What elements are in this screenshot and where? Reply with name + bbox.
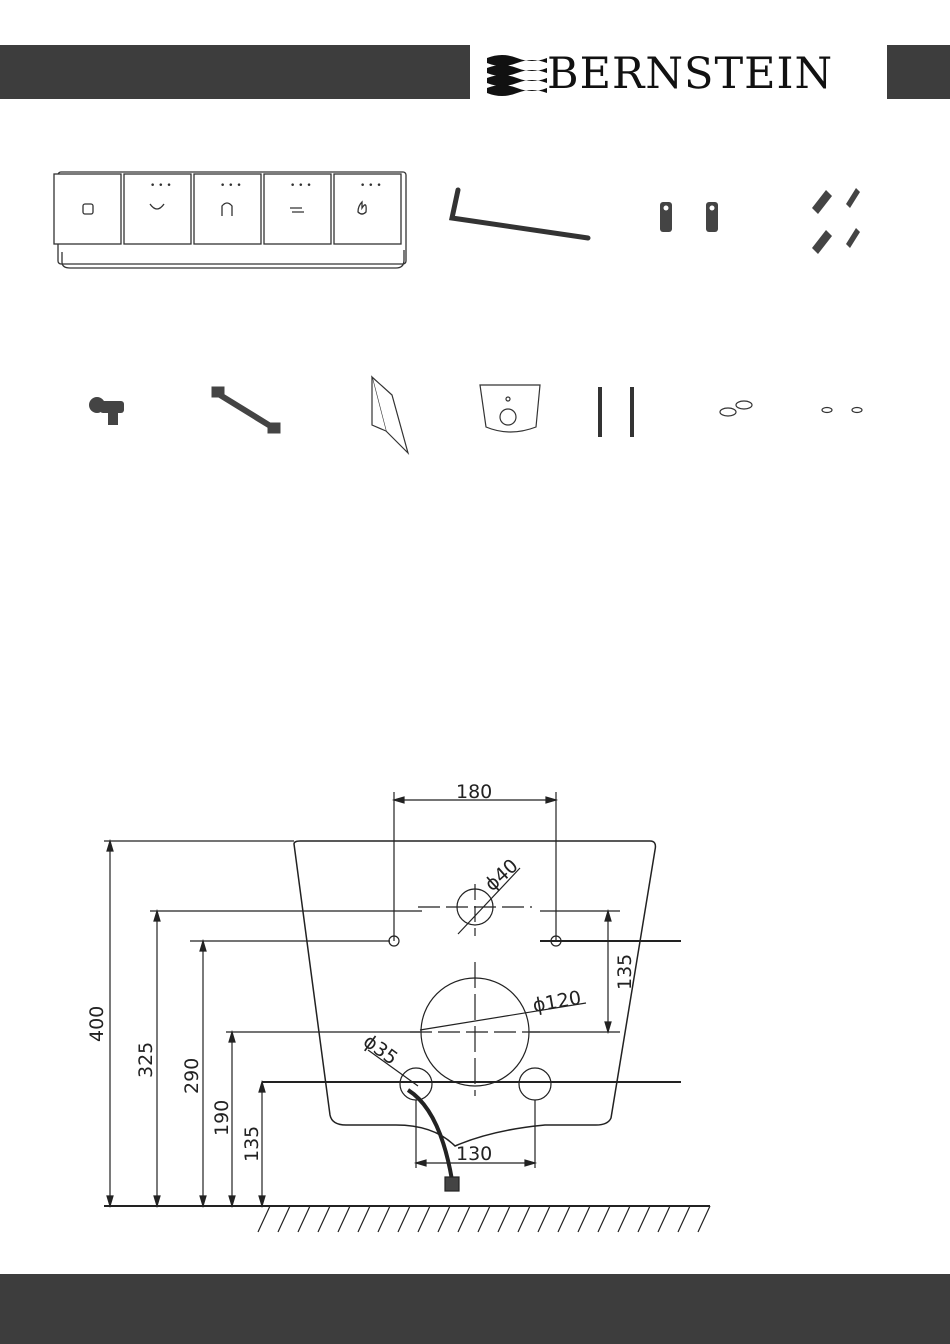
hex-key-icon [452,190,588,238]
remote-control-icon [54,172,406,268]
svg-text:• • •: • • • [290,181,312,191]
floor-hatching [258,1206,710,1232]
dim-dia-40: ϕ40 [480,854,523,896]
dim-dia-120: ϕ120 [531,986,583,1017]
dim-400: 400 [86,1005,108,1042]
connection-hose-icon [212,387,280,433]
svg-text:• • •: • • • [220,181,242,191]
brand-name: BERNSTEIN [547,49,834,99]
dim-135-right: 135 [614,953,636,990]
angle-valve-icon [89,397,124,425]
anchor-bolts-icon [660,202,718,232]
manual-booklet-icon [372,377,408,453]
dim-190: 190 [211,1099,233,1136]
parts-row-bottom [0,365,950,465]
washers-icon [822,408,862,413]
cover-caps-icon [720,401,752,416]
threaded-rods-icon [600,387,632,437]
dim-dia-35: ϕ35 [359,1030,402,1070]
dim-325: 325 [135,1041,157,1078]
footer-bar [0,1274,950,1344]
header-bar-left [0,45,470,99]
wall-plugs-icon [812,188,860,254]
header-bar-right [887,45,950,99]
dim-180: 180 [456,781,493,803]
svg-text:• • •: • • • [150,181,172,191]
dim-135-left: 135 [241,1125,263,1162]
dim-290: 290 [181,1057,203,1094]
mounting-template-icon [480,385,540,432]
parts-row-top [0,160,950,280]
svg-text:• • •: • • • [360,181,382,191]
dim-130: 130 [456,1143,493,1165]
technical-drawing [0,770,950,1250]
